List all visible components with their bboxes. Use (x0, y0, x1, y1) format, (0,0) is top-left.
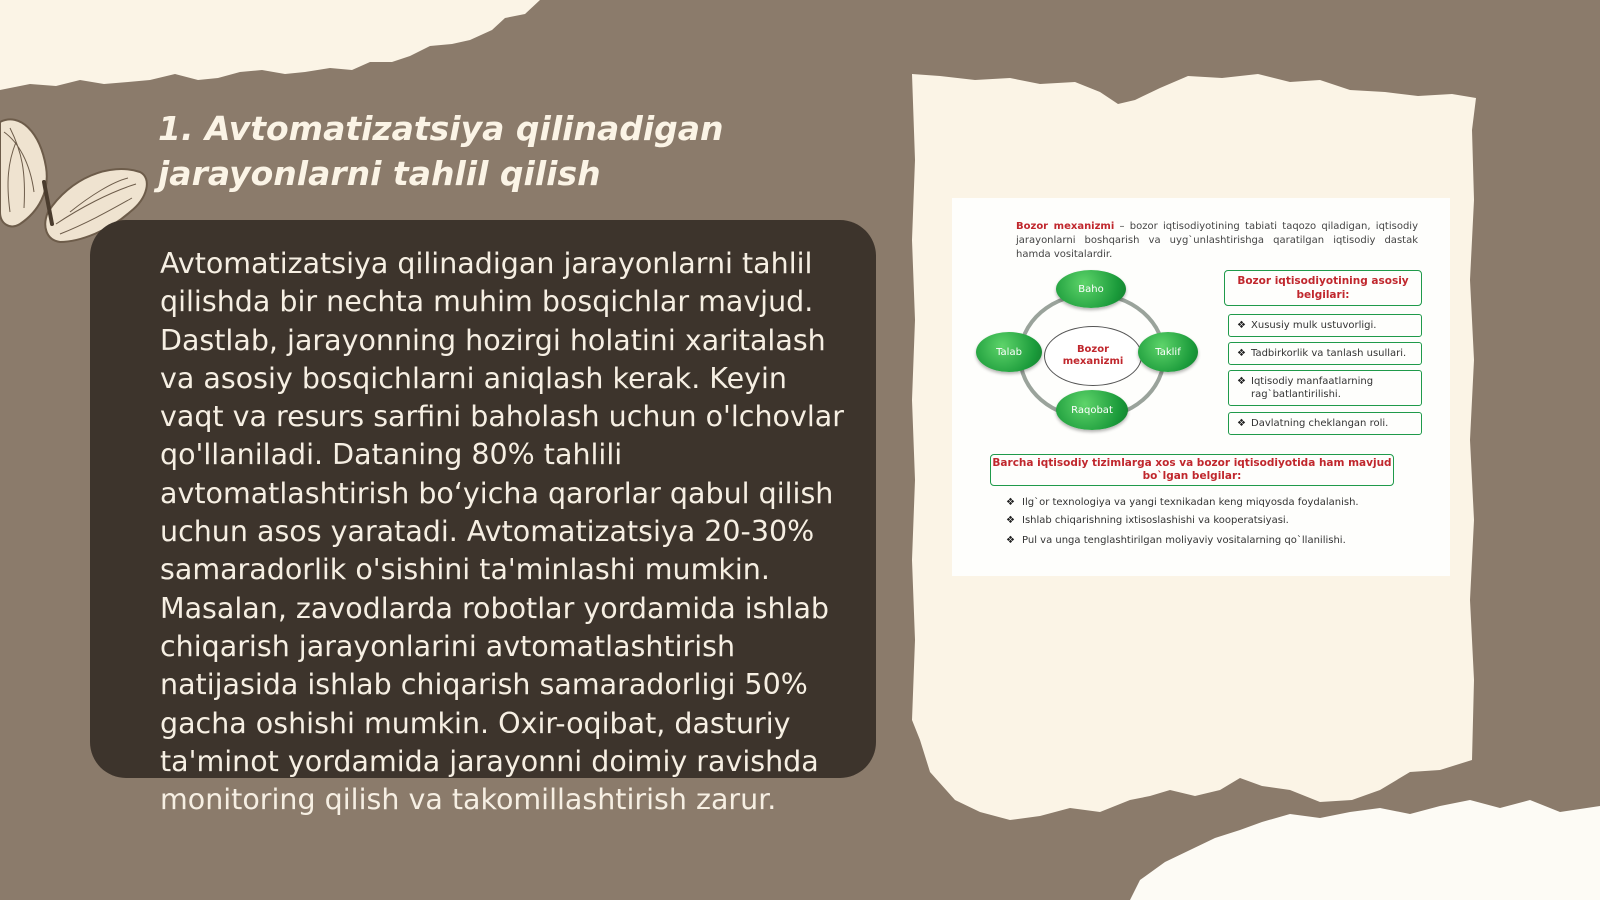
bullet-icon: ❖ (1237, 348, 1246, 359)
definition-body: – bozor iqtisodiyotining tabiati taqozo qiladigan, iqtisodiy jarayonlarni boshqarish va uyg`unlashtirishga qaratilgan iqtisodiy dastak hamda vositalardir. (1016, 221, 1418, 260)
title-line-2: jarayonlarni tahlil qilish (158, 154, 601, 193)
feature-text: Iqtisodiy manfaatlarning rag`batlantirilishi. (1251, 376, 1374, 400)
common-item (1006, 514, 1426, 527)
feature-text: Xususiy mulk ustuvorligi. (1251, 320, 1377, 331)
common-item (1006, 534, 1426, 547)
common-text: Pul va unga tenglashtirilgan moliyaviy vositalarning qo`llanilishi. (1022, 535, 1346, 546)
torn-paper-top-left (0, 0, 540, 90)
feature-text: Davlatning cheklangan roli. (1251, 418, 1389, 429)
body-text: Avtomatizatsiya qilinadigan jarayonlarni tahlil qilishda bir nechta muhim bosqichlar mavjud. Dastlab, jarayonning hozirgi holatini xaritalash va asosiy bosqichlarni aniqlash kerak. Keyin vaqt va resurs sarfini baholash uchun o'lchovlar qo'llaniladi. Dataning 80% tahlili avtomatlashtirish bo‘yicha qarorlar qabul qilish uchun asos yaratadi. Avtomatizatsiya 20-30% samaradorlik o'sishini ta'minlashi mumkin. Masalan, zavodlarda robotlar yordamida ishlab chiqarish jarayonlarini avtomatlashtirish natijasida ishlab chiqarish samaradorligi 50% gacha oshishi mumkin. Oxir-oqibat, dasturiy ta'minot yordamida jarayonni doimiy ravishda monitoring qilish va takomillashtirish zarur. (160, 247, 844, 817)
feature-item (1228, 412, 1422, 435)
cycle-node-talab: Talab (976, 332, 1042, 372)
feature-item (1228, 342, 1422, 365)
definition-term: Bozor mexanizmi (1016, 221, 1115, 232)
common-item (1006, 496, 1426, 509)
definition-text (1016, 220, 1418, 262)
bullet-icon: ❖ (1237, 376, 1246, 387)
feature-item (1228, 370, 1422, 406)
bullet-icon: ❖ (1006, 535, 1015, 546)
cycle-node-baho: Baho (1056, 270, 1126, 308)
slide-title (158, 106, 798, 196)
features-title: Bozor iqtisodiyotining asosiy belgilari: (1224, 270, 1422, 306)
bozor-mexanizmi-infographic (952, 198, 1450, 576)
bullet-icon: ❖ (1006, 497, 1015, 508)
feature-item (1228, 314, 1422, 337)
common-text: Ilg`or texnologiya va yangi texnikadan keng miqyosda foydalanish. (1022, 497, 1359, 508)
torn-paper-bottom-right (1130, 800, 1600, 900)
feature-text: Tadbirkorlik va tanlash usullari. (1251, 348, 1407, 359)
bullet-icon: ❖ (1237, 320, 1246, 331)
cycle-center: Bozor mexanizmi (1044, 326, 1142, 386)
title-line-1: 1. Avtomatizatsiya qilinadigan (158, 109, 724, 148)
market-cycle-diagram (974, 270, 1186, 438)
bullet-icon: ❖ (1237, 418, 1246, 429)
bullet-icon: ❖ (1006, 515, 1015, 526)
cycle-node-taklif: Taklif (1138, 332, 1198, 372)
common-text: Ishlab chiqarishning ixtisoslashishi va kooperatsiyasi. (1022, 515, 1289, 526)
common-features-title: Barcha iqtisodiy tizimlarga xos va bozor iqtisodiyotida ham mavjud bo`lgan belgilar: (990, 454, 1394, 486)
cycle-node-raqobat: Raqobat (1056, 390, 1128, 430)
